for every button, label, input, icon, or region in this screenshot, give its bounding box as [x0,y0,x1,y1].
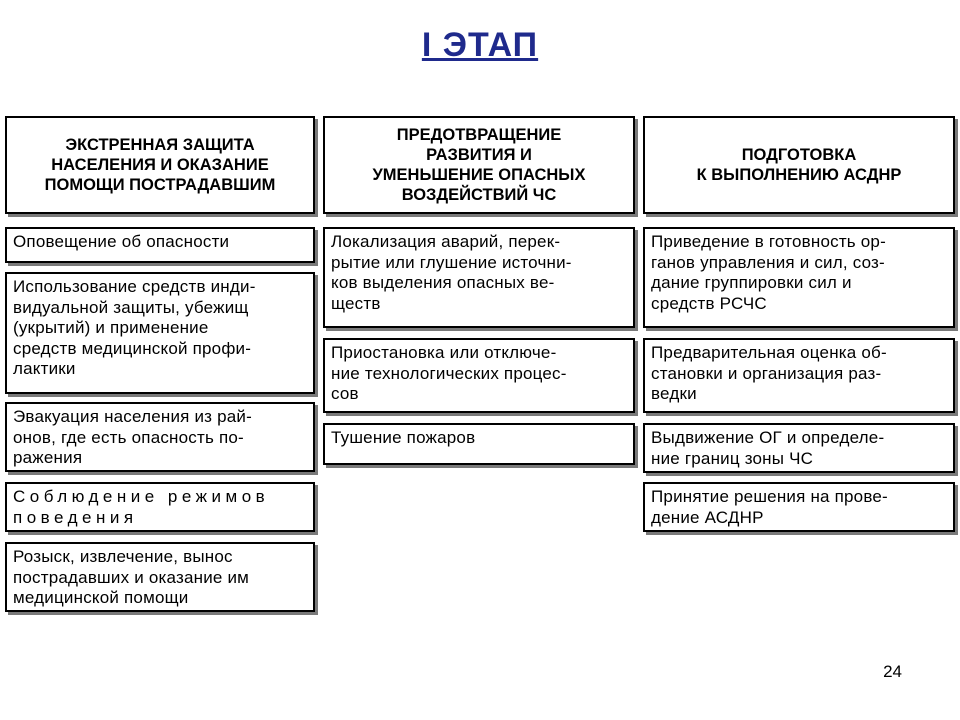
list-item: Соблюдение режимов поведения [5,482,315,532]
list-item: Принятие решения на прове- дение АСДНР [643,482,955,532]
page-title: I ЭТАП [421,26,539,64]
column-header-asdnr-preparation [643,116,955,214]
list-item: Оповещение об опасности [5,227,315,263]
list-item: Приостановка или отключе- ние технологических процес- сов [323,338,635,413]
column-header-label: ПОДГОТОВКА К ВЫПОЛНЕНИЮ АСДНР [696,146,902,184]
list-item: Эвакуация населения из рай- онов, где есть опасность по- ражения [5,402,315,472]
column-header-emergency-protection [5,116,315,214]
list-item: Тушение пожаров [323,423,635,465]
list-item: Приведение в готовность ор- ганов управления и сил, соз- дание группировки сил и средств РСЧС [643,227,955,328]
column-header-prevention [323,116,635,214]
list-item: Использование средств инди- видуальной защиты, убежищ (укрытий) и применение средств медицинской профи- лактики [5,272,315,394]
list-item: Локализация аварий, перек- рытие или глушение источни- ков выделения опасных ве- ществ [323,227,635,328]
column-header-label: ЭКСТРЕННАЯ ЗАЩИТА НАСЕЛЕНИЯ И ОКАЗАНИЕ ПОМОЩИ ПОСТРАДАВШИМ [44,136,276,194]
list-item: Розыск, извлечение, вынос пострадавших и оказание им медицинской помощи [5,542,315,612]
page-number: 24 [883,662,902,681]
list-item: Выдвижение ОГ и определе- ние границ зоны ЧС [643,423,955,473]
column-header-label: ПРЕДОТВРАЩЕНИЕ РАЗВИТИЯ И УМЕНЬШЕНИЕ ОПАСНЫХ ВОЗДЕЙСТВИЙ ЧС [372,126,586,204]
list-item: Предварительная оценка об- становки и организация раз- ведки [643,338,955,413]
